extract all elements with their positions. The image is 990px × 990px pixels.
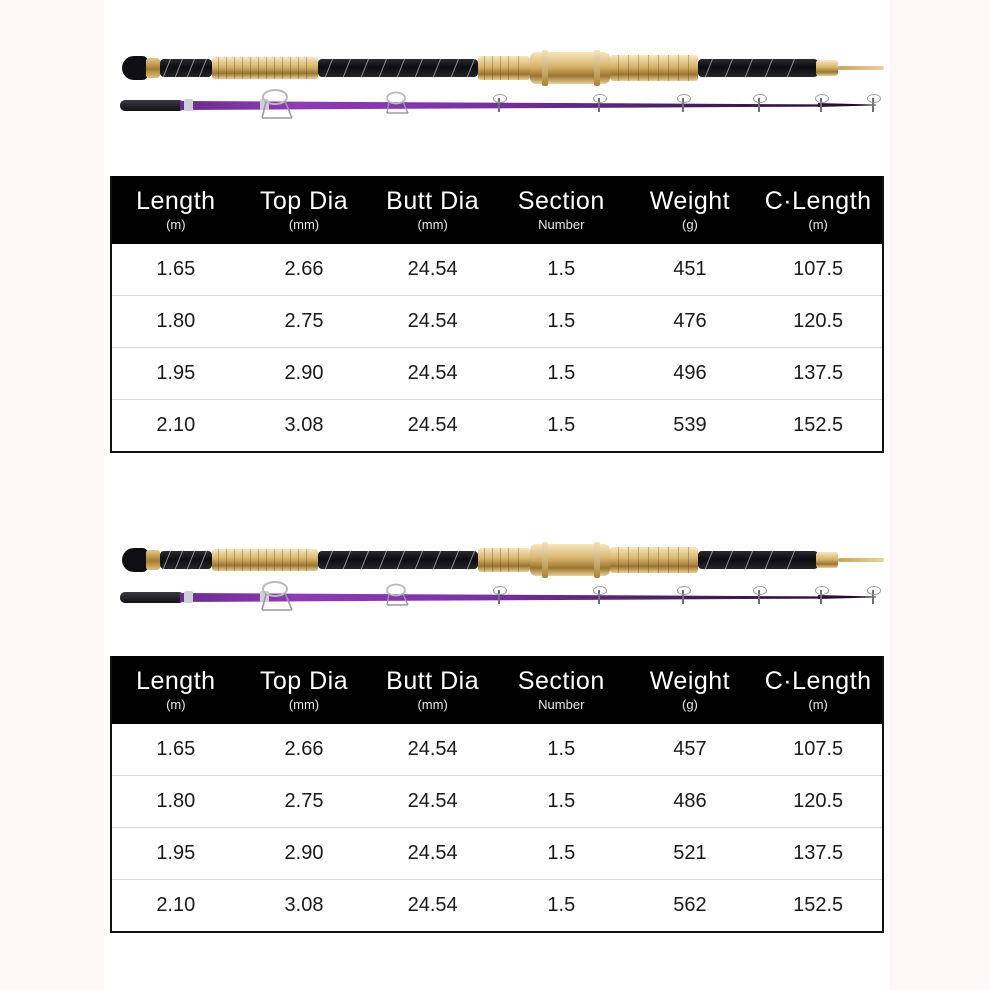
column-header-length [111, 176, 240, 244]
column-label: Top Dia [259, 187, 349, 215]
cell-length: 1.65 [111, 724, 240, 776]
cell-butt-dia: 24.54 [368, 880, 497, 933]
grip-spiral-pattern [698, 59, 818, 77]
cell-c-length: 137.5 [754, 828, 883, 880]
cell-weight: 457 [626, 724, 755, 776]
cell-c-length: 107.5 [754, 724, 883, 776]
column-label: Weight [649, 667, 731, 695]
rod-handle-illustration [110, 40, 884, 86]
rod-fore-grip [698, 551, 818, 569]
column-label: C·Length [764, 187, 872, 215]
spec-table-2-body [111, 724, 883, 932]
cell-section: 1.5 [497, 724, 626, 776]
column-header-weight [626, 656, 755, 724]
column-unit: Number [538, 217, 585, 232]
rod-butt-cap-icon [122, 56, 148, 80]
table-header-row [111, 176, 883, 244]
thread-wrap [184, 99, 193, 111]
table-row [111, 296, 883, 348]
cell-butt-dia: 24.54 [368, 776, 497, 828]
cell-top-dia: 2.66 [240, 724, 369, 776]
grip-spiral-pattern [698, 551, 818, 569]
column-label: Section [517, 187, 605, 215]
spec-table-1-body [111, 244, 883, 452]
cell-butt-dia: 24.54 [368, 296, 497, 348]
rod-reel-seat-fore [610, 547, 698, 573]
cell-weight: 451 [626, 244, 755, 296]
rod-tip-top-icon [872, 590, 874, 604]
rod-guide-icon [682, 98, 684, 112]
blank-tip-section [818, 595, 876, 599]
rod-gimbal-ring-icon [146, 550, 160, 570]
column-unit: (m) [166, 217, 186, 232]
column-label: Section [517, 667, 605, 695]
rod-guide-icon [498, 98, 500, 112]
column-label: Top Dia [259, 667, 349, 695]
reel-seat-band [594, 50, 600, 86]
cell-weight: 476 [626, 296, 755, 348]
rod-guide-icon [758, 590, 760, 604]
cell-weight: 521 [626, 828, 755, 880]
cell-weight: 496 [626, 348, 755, 400]
cell-length: 1.80 [111, 776, 240, 828]
rod-guide-icon [498, 590, 500, 604]
rod-guide-icon [598, 590, 600, 604]
rod-reel-seat-fore [610, 55, 698, 81]
column-header-butt-dia [368, 176, 497, 244]
cell-top-dia: 2.75 [240, 296, 369, 348]
rod-butt-cap-icon [122, 548, 148, 572]
blank-butt-section [120, 592, 184, 603]
rod-ferrule-collar [816, 60, 838, 76]
rod-guide-icon [598, 98, 600, 112]
rod-handle-tip [838, 558, 884, 562]
rod-gimbal-ring-icon [146, 58, 160, 78]
rod-rear-grip [160, 551, 212, 569]
table-row [111, 880, 883, 933]
table-row [111, 828, 883, 880]
knurl-lines [478, 548, 530, 572]
column-label: Butt Dia [386, 187, 480, 215]
column-header-butt-dia [368, 656, 497, 724]
knurl-lines [610, 55, 698, 81]
blank-butt-section [120, 100, 184, 111]
cell-length: 2.10 [111, 400, 240, 453]
cell-section: 1.5 [497, 400, 626, 453]
cell-length: 1.65 [111, 244, 240, 296]
column-unit: (m) [808, 697, 828, 712]
spec-table-1-header [111, 176, 883, 244]
rod-illustration-1 [110, 40, 884, 150]
cell-top-dia: 3.08 [240, 880, 369, 933]
column-header-top-dia [240, 656, 369, 724]
cell-butt-dia: 24.54 [368, 244, 497, 296]
cell-c-length: 120.5 [754, 296, 883, 348]
cell-butt-dia: 24.54 [368, 724, 497, 776]
column-label: Length [136, 667, 216, 695]
grip-spiral-pattern [318, 59, 478, 77]
rod-stripper-guide-icon [258, 88, 310, 124]
cell-length: 1.80 [111, 296, 240, 348]
cell-butt-dia: 24.54 [368, 400, 497, 453]
rod-guide-icon [820, 590, 822, 604]
cell-butt-dia: 24.54 [368, 348, 497, 400]
column-unit: (g) [682, 217, 698, 232]
cell-section: 1.5 [497, 348, 626, 400]
cell-c-length: 107.5 [754, 244, 883, 296]
cell-length: 1.95 [111, 348, 240, 400]
rod-guide-icon [820, 98, 822, 112]
rod-tip-top-icon [872, 98, 874, 112]
cell-weight: 562 [626, 880, 755, 933]
rod-ferrule-collar [816, 552, 838, 568]
grip-spiral-pattern [318, 551, 478, 569]
rod-guide-icon [758, 98, 760, 112]
column-label: Butt Dia [386, 667, 480, 695]
cell-length: 2.10 [111, 880, 240, 933]
cell-section: 1.5 [497, 244, 626, 296]
cell-butt-dia: 24.54 [368, 828, 497, 880]
rod-handle-tip [838, 66, 884, 70]
column-header-c-length [754, 176, 883, 244]
table-row [111, 776, 883, 828]
column-unit: (mm) [288, 217, 320, 232]
rod-reel-seat-rear [478, 548, 530, 572]
cell-top-dia: 2.66 [240, 244, 369, 296]
rod-reel-seat-rear [478, 56, 530, 80]
column-unit: Number [538, 697, 585, 712]
cell-length: 1.95 [111, 828, 240, 880]
cell-top-dia: 2.75 [240, 776, 369, 828]
spec-table-2 [110, 656, 884, 933]
column-label: Length [136, 187, 216, 215]
knurl-lines [610, 547, 698, 573]
cell-section: 1.5 [497, 776, 626, 828]
table-row [111, 400, 883, 453]
table-header-row [111, 656, 883, 724]
column-header-weight [626, 176, 755, 244]
reel-seat-band [542, 50, 548, 86]
rod-fore-grip [698, 59, 818, 77]
cell-section: 1.5 [497, 880, 626, 933]
cell-c-length: 120.5 [754, 776, 883, 828]
rod-stripper-guide-icon [258, 580, 310, 616]
column-header-top-dia [240, 176, 369, 244]
rod-guide-icon [382, 580, 422, 610]
column-unit: (m) [808, 217, 828, 232]
rod-mid-grip [318, 551, 478, 569]
cell-c-length: 152.5 [754, 400, 883, 453]
spec-table-2-header [111, 656, 883, 724]
column-label: C·Length [764, 667, 872, 695]
cell-section: 1.5 [497, 828, 626, 880]
cell-top-dia: 3.08 [240, 400, 369, 453]
column-unit: (mm) [417, 217, 448, 232]
thread-wrap [184, 591, 193, 603]
rod-guide-icon [682, 590, 684, 604]
column-header-c-length [754, 656, 883, 724]
column-unit: (mm) [288, 697, 320, 712]
knurl-lines [212, 549, 318, 571]
reel-seat-band [542, 542, 548, 578]
cell-c-length: 137.5 [754, 348, 883, 400]
table-row [111, 724, 883, 776]
rod-blank-illustration [110, 86, 884, 126]
column-unit: (g) [682, 697, 698, 712]
rod-rear-grip [160, 59, 212, 77]
table-row [111, 348, 883, 400]
rod-mid-grip [318, 59, 478, 77]
column-header-section [497, 656, 626, 724]
blank-tip-section [818, 103, 876, 107]
rod-handle-illustration [110, 532, 884, 578]
reel-seat-band [594, 542, 600, 578]
knurl-lines [478, 56, 530, 80]
column-label: Weight [649, 187, 731, 215]
spec-table-1 [110, 176, 884, 453]
cell-c-length: 152.5 [754, 880, 883, 933]
cell-weight: 539 [626, 400, 755, 453]
cell-section: 1.5 [497, 296, 626, 348]
rod-blank-illustration [110, 578, 884, 618]
rod-guide-icon [382, 88, 422, 118]
cell-top-dia: 2.90 [240, 828, 369, 880]
grip-spiral-pattern [160, 59, 212, 77]
cell-weight: 486 [626, 776, 755, 828]
column-unit: (mm) [417, 697, 448, 712]
column-header-section [497, 176, 626, 244]
column-unit: (m) [166, 697, 186, 712]
rod-gold-knurl-section [212, 549, 318, 571]
rod-gold-knurl-section [212, 57, 318, 79]
table-row [111, 244, 883, 296]
grip-spiral-pattern [160, 551, 212, 569]
column-header-length [111, 656, 240, 724]
cell-top-dia: 2.90 [240, 348, 369, 400]
rod-illustration-2 [110, 532, 884, 642]
knurl-lines [212, 57, 318, 79]
